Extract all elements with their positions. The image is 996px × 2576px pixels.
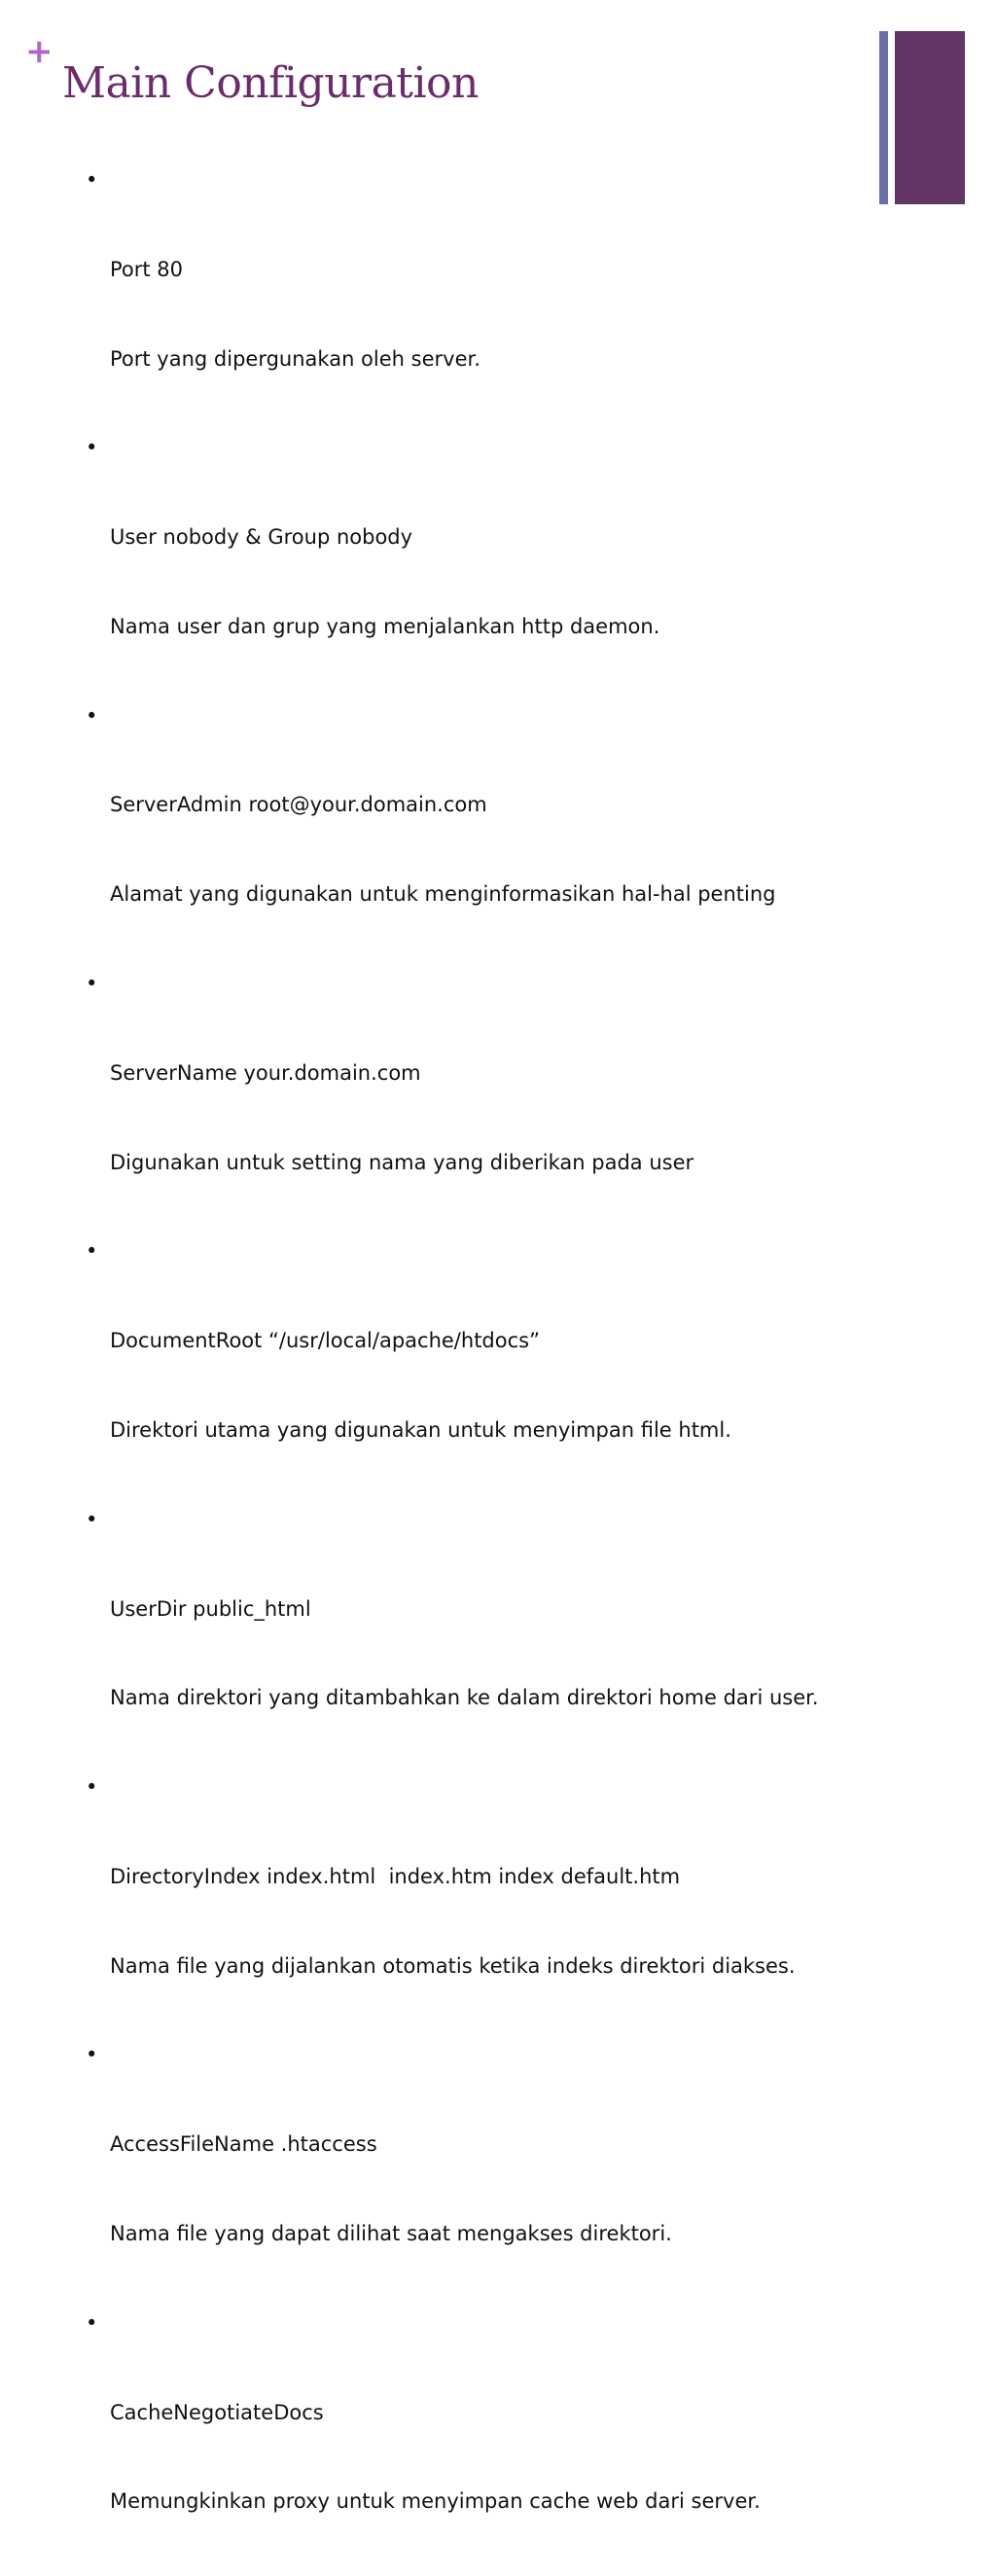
list-item bbox=[86, 2040, 903, 2308]
config-bullet-list bbox=[86, 165, 903, 2576]
list-item bbox=[86, 1505, 903, 1772]
list-item bbox=[86, 701, 903, 969]
directive-text: DocumentRoot “/usr/local/apache/htdocs” bbox=[110, 1329, 540, 1353]
decorative-thick-bar bbox=[895, 31, 965, 204]
description-text: Port yang dipergunakan oleh server. bbox=[110, 346, 480, 371]
list-item bbox=[86, 2308, 903, 2576]
bullet-icon: • bbox=[86, 1507, 98, 1531]
directive-text: AccessFileName .htaccess bbox=[110, 2132, 377, 2157]
bullet-icon: • bbox=[86, 1239, 98, 1264]
list-item bbox=[86, 165, 903, 433]
description-text: Nama user dan grup yang menjalankan http daemon. bbox=[110, 614, 660, 638]
directive-text: ServerName your.domain.com bbox=[110, 1060, 421, 1085]
directive-text: Port 80 bbox=[110, 257, 184, 281]
directive-text: UserDir public_html bbox=[110, 1596, 311, 1621]
slide-title: Main Configuration bbox=[62, 58, 479, 108]
list-item bbox=[86, 969, 903, 1236]
list-item bbox=[86, 1772, 903, 2040]
bullet-icon: • bbox=[86, 703, 98, 728]
description-text: Memungkinkan proxy untuk menyimpan cache web dari server. bbox=[110, 2489, 761, 2514]
bullet-icon: • bbox=[86, 1775, 98, 1800]
bullet-icon: • bbox=[86, 2310, 98, 2335]
bullet-icon: • bbox=[86, 436, 98, 460]
bullet-icon: • bbox=[86, 168, 98, 192]
bullet-icon: • bbox=[86, 972, 98, 996]
directive-text: ServerAdmin root@your.domain.com bbox=[110, 793, 487, 817]
list-item bbox=[86, 433, 903, 700]
list-item bbox=[86, 1236, 903, 1504]
description-text: Nama file yang dijalankan otomatis ketika indeks direktori diakses. bbox=[110, 1953, 796, 1978]
description-text: Nama direktori yang ditambahkan ke dalam direktori home dari user. bbox=[110, 1686, 819, 1710]
description-text: Direktori utama yang digunakan untuk menyimpan file html. bbox=[110, 1417, 731, 1442]
bullet-icon: • bbox=[86, 2043, 98, 2067]
directive-text: CacheNegotiateDocs bbox=[110, 2400, 324, 2424]
directive-text: DirectoryIndex index.html index.htm index default.htm bbox=[110, 1864, 681, 1888]
description-text: Nama file yang dapat dilihat saat mengakses direktori. bbox=[110, 2221, 672, 2245]
plus-icon: + bbox=[25, 32, 53, 71]
directive-text: User nobody & Group nobody bbox=[110, 525, 413, 550]
description-text: Digunakan untuk setting nama yang diberikan pada user bbox=[110, 1150, 694, 1174]
description-text: Alamat yang digunakan untuk menginformasikan hal-hal penting bbox=[110, 882, 776, 907]
